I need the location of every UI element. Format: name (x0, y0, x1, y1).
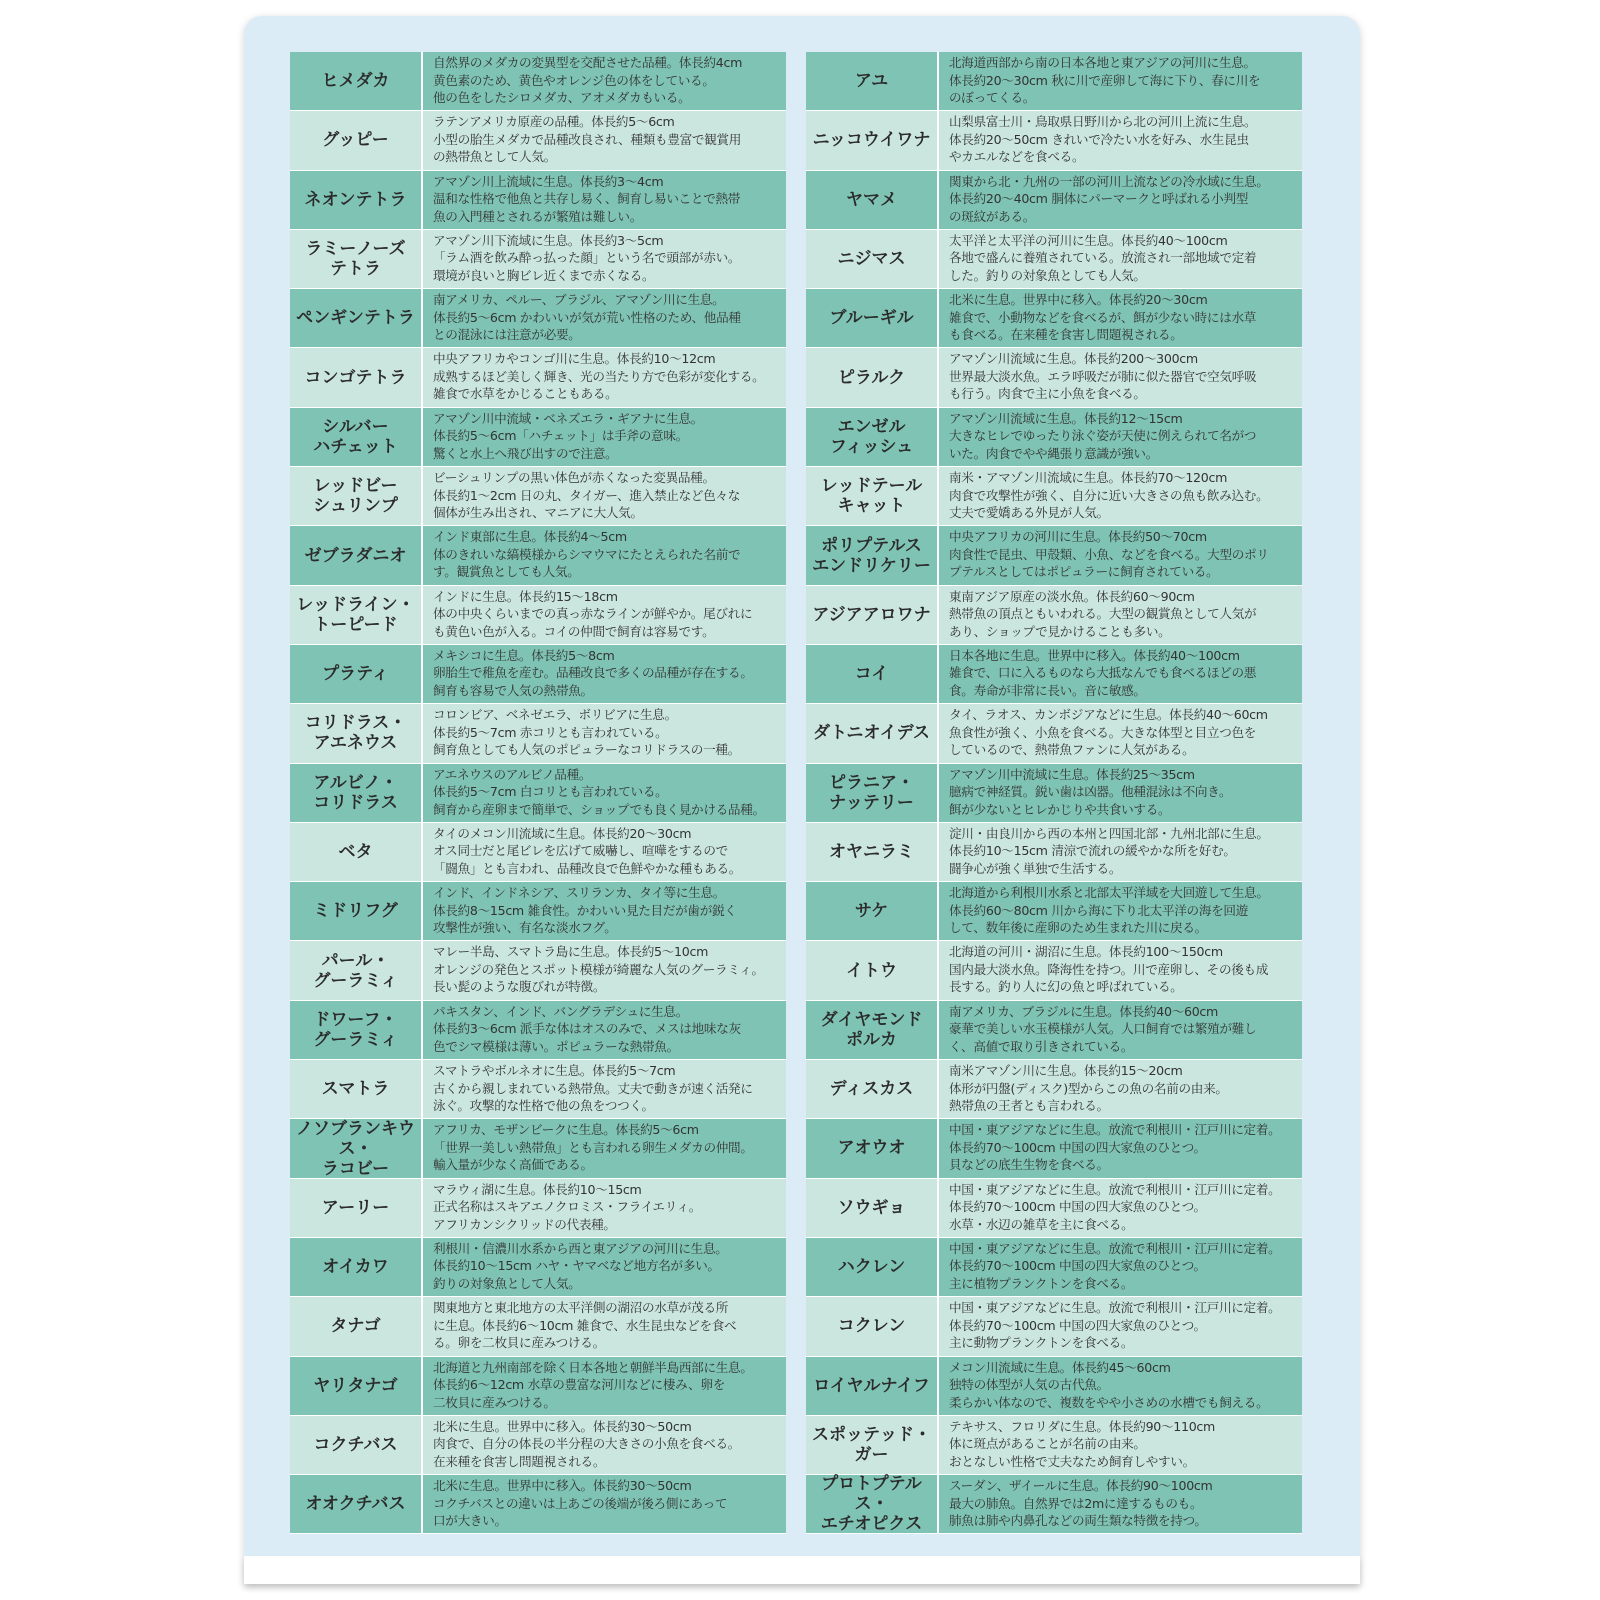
fish-row (290, 823, 786, 882)
fish-name: コンゴテトラ (290, 348, 423, 406)
fish-description: アマゾン川上流域に生息。体長約3〜4cm 温和な性格で他魚と共存し易く、飼育し易いことで熱帯 魚の入門種とされるが繁殖は難しい。 (433, 173, 741, 224)
fish-description: 北米に生息。世界中に移入。体長約30〜50cm コクチバスとの違いは上あごの後端が後ろ側にあって 口が大きい。 (433, 1478, 728, 1529)
fish-name: グッピー (290, 111, 423, 169)
fish-name: オヤニラミ (806, 823, 939, 881)
fish-row (806, 823, 1302, 882)
fish-name: サケ (806, 882, 939, 940)
fish-row (806, 704, 1302, 763)
fish-description: ビーシュリンプの黒い体色が赤くなった変異品種。 体長約1〜2cm 日の丸、タイガー、進入禁止など色々な 個体が生み出され、マニアに大人気。 (433, 470, 741, 521)
fish-name: ハクレン (806, 1238, 939, 1296)
fish-row (290, 289, 786, 348)
fish-description: 淀川・由良川から西の本州と四国北部・九州北部に生息。 体長約10〜15cm 清涼で流れの緩やかな所を好む。 闘争心が強く単独で生活する。 (949, 825, 1269, 876)
fish-name: レッドテール キャット (806, 467, 939, 525)
fish-description: スマトラやボルネオに生息。体長約5〜7cm 古くから親しまれている熱帯魚。丈夫で動きが速く活発に 泳ぐ。攻撃的な性格で他の魚をつつく。 (433, 1063, 753, 1114)
fish-name: ソウギョ (806, 1179, 939, 1237)
fish-name: プロトプテルス・ エチオピクス (806, 1475, 939, 1533)
fish-row (290, 1119, 786, 1178)
fish-description: メコン川流域に生息。体長約45〜60cm 独特の体型が人気の古代魚。 柔らかい体なので、複数をやや小さめの水槽でも飼える。 (949, 1359, 1269, 1410)
fish-row (806, 1060, 1302, 1119)
fish-row (806, 1119, 1302, 1178)
fish-name: オイカワ (290, 1238, 423, 1296)
fish-name: ミドリフグ (290, 882, 423, 940)
fish-name: コクチバス (290, 1416, 423, 1474)
fish-description: メキシコに生息。体長約5〜8cm 卵胎生で稚魚を産む。品種改良で多くの品種が存在する。 飼育も容易で人気の熱帯魚。 (433, 647, 753, 698)
fish-name: ブルーギル (806, 289, 939, 347)
fish-row (290, 1238, 786, 1297)
fish-row (290, 1357, 786, 1416)
fish-name: ヤリタナゴ (290, 1357, 423, 1415)
fish-description: 東南アジア原産の淡水魚。体長約60〜90cm 熱帯魚の頂点ともいわれる。大型の観賞魚として人気が あり、ショップで見かけることも多い。 (949, 588, 1257, 639)
fish-row (290, 1060, 786, 1119)
fish-description: マラウィ湖に生息。体長約10〜15cm 正式名称はスキアエノクロミス・フライエリィ。 アフリカンシクリッドの代表種。 (433, 1181, 702, 1232)
fish-description: 南米・アマゾン川流域に生息。体長約70〜120cm 肉食で攻撃性が強く、自分に近い大きさの魚も飲み込む。 丈夫で愛嬌ある外見が人気。 (949, 470, 1269, 521)
fish-row (806, 645, 1302, 704)
fish-name: ニッコウイワナ (806, 111, 939, 169)
fish-name: アルビノ・ コリドラス (290, 764, 423, 822)
fish-description: マレー半島、スマトラ島に生息。体長約5〜10cm オレンジの発色とスポット模様が綺麗な人気のグーラミィ。 長い髭のような腹びれが特徴。 (433, 944, 764, 995)
fish-description: 関東地方と東北地方の太平洋側の湖沼の水草が茂る所 に生息。体長約6〜10cm 雑食で、水生昆虫などを食べ る。卵を二枚貝に産みつける。 (433, 1300, 737, 1351)
fish-name: ドワーフ・ グーラミィ (290, 1001, 423, 1059)
fish-name: ニジマス (806, 230, 939, 288)
fish-row (806, 171, 1302, 230)
fish-description: パキスタン、インド、バングラデシュに生息。 体長約3〜6cm 派手な体はオスのみで、メスは地味な灰 色でシマ模様は薄い。ポピュラーな熱帯魚。 (433, 1003, 741, 1054)
left-fish-column (290, 52, 786, 1534)
fish-row (290, 52, 786, 111)
fish-description: 関東から北・九州の一部の河川上流などの冷水域に生息。 体長約20〜40cm 胴体にパーマークと呼ばれる小判型 の斑紋がある。 (949, 173, 1269, 224)
fish-name: ポリプテルス エンドリケリー (806, 526, 939, 584)
fish-name: ノソブランキウス・ ラコビー (290, 1119, 423, 1177)
fish-description: 北米に生息。世界中に移入。体長約20〜30cm 雑食で、小動物などを食べるが、餌が少ない時には水草 も食べる。在来種を食害し問題視される。 (949, 292, 1257, 343)
fish-name: プラティ (290, 645, 423, 703)
fish-row (290, 526, 786, 585)
fish-name: エンゼル フィッシュ (806, 408, 939, 466)
fish-row (806, 467, 1302, 526)
fish-row (806, 1238, 1302, 1297)
fish-row (290, 348, 786, 407)
fish-description: 北海道と九州南部を除く日本各地と朝鮮半島西部に生息。 体長約6〜12cm 水草の豊富な河川などに棲み、卵を 二枚貝に産みつける。 (433, 1359, 753, 1410)
fish-description: 太平洋と太平洋の河川に生息。体長約40〜100cm 各地で盛んに養殖されている。放流され一部地域で定着 した。釣りの対象魚としても人気。 (949, 232, 1257, 283)
fish-description: インドに生息。体長約15〜18cm 体の中央くらいまでの真っ赤なラインが鮮やか。尾びれに も黄色い色が入る。コイの仲間で飼育は容易です。 (433, 588, 753, 639)
fish-name: スポッテッド・ ガー (806, 1416, 939, 1474)
fish-description: 自然界のメダカの変異型を交配させた品種。体長約4cm 黄色素のため、黄色やオレンジ色の体をしている。 他の色をしたシロメダカ、アオメダカもいる。 (433, 55, 743, 105)
fish-row (806, 348, 1302, 407)
fish-row (290, 408, 786, 467)
fish-description: 北米に生息。世界中に移入。体長約30〜50cm 肉食で、自分の体長の半分程の大きさの小魚を食べる。 在来種を食害し問題視される。 (433, 1418, 741, 1469)
fish-description: 南アメリカ、ペルー、ブラジル、アマゾン川に生息。 体長約5〜6cm かわいいが気が荒い性格のため、他品種 との混泳には注意が必要。 (433, 292, 741, 343)
fish-description: タイのメコン川流域に生息。体長約20〜30cm オス同士だと尾ビレを広げて威嚇し、喧嘩をするので 「闘魚」とも言われ、品種改良で色鮮やかな種もある。 (433, 825, 742, 876)
fish-description: 中国・東アジアなどに生息。放流で利根川・江戸川に定着。 体長約70〜100cm 中国の四大家魚のひとつ。 主に動物プランクトンを食べる。 (949, 1300, 1281, 1351)
fish-name: ヤマメ (806, 171, 939, 229)
fish-description: 中央アフリカやコンゴ川に生息。体長約10〜12cm 成熟するほど美しく輝き、光の当たり方で色彩が変化する。 雑食で水草をかじることもある。 (433, 351, 765, 402)
fish-description: アマゾン川流域に生息。体長約12〜15cm 大きなヒレでゆったり泳ぐ姿が天使に例えられて名がつ いた。肉食でやや縄張り意識が強い。 (949, 410, 1257, 461)
fish-description: 中央アフリカの河川に生息。体長約50〜70cm 肉食性で昆虫、甲殻類、小魚、などを食べる。大型のポリ プテルスとしてはポピュラーに飼育されている。 (949, 529, 1269, 580)
fish-row (806, 1179, 1302, 1238)
fish-name: ロイヤルナイフ (806, 1357, 939, 1415)
fish-name: アユ (806, 52, 939, 110)
fish-name: コイ (806, 645, 939, 703)
fish-row (290, 467, 786, 526)
fish-description: アマゾン川下流域に生息。体長約3〜5cm 「ラム酒を飲み酔っ払った顔」という名で頭部が赤い。 環境が良いと胸ビレ近くまで赤くなる。 (433, 232, 741, 283)
fish-row (290, 1001, 786, 1060)
fish-name: ピラニア・ ナッテリー (806, 764, 939, 822)
fish-description: スーダン、ザイールに生息。体長約90〜100cm 最大の肺魚。自然界では2mに達するものも。 肺魚は肺や内鼻孔などの両生類な特徴を持つ。 (949, 1478, 1213, 1529)
fish-row (806, 111, 1302, 170)
fish-name: レッドライン・ トーピード (290, 586, 423, 644)
fish-row (806, 526, 1302, 585)
fish-description: アフリカ、モザンビークに生息。体長約5〜6cm 「世界一美しい熱帯魚」とも言われる卵生メダカの仲間。 輸入量が少なく高価である。 (433, 1122, 753, 1173)
fish-name: ダトニオイデス (806, 704, 939, 762)
fish-name: アーリー (290, 1179, 423, 1237)
fish-description: 北海道西部から南の日本各地と東アジアの河川に生息。 体長約20〜30cm 秋に川で産卵して海に下り、春に川を のぼってくる。 (949, 55, 1261, 105)
fish-row (806, 1297, 1302, 1356)
fish-name: アジアアロワナ (806, 586, 939, 644)
fish-description: 北海道から利根川水系と北部太平洋域を大回遊して生息。 体長約60〜80cm 川から海に下り北太平洋の海を回遊 して、数年後に産卵のため生まれた川に戻る。 (949, 885, 1269, 936)
fish-name: パール・ グーラミィ (290, 941, 423, 999)
fish-name: イトウ (806, 941, 939, 999)
fish-description: アエネウスのアルビノ品種。 体長約5〜7cm 白コリとも言われている。 飼育から産卵まで簡単で、ショップでも良く見かける品種。 (433, 766, 765, 817)
fish-description: 北海道の河川・湖沼に生息。体長約100〜150cm 国内最大淡水魚。降海性を持つ。川で産卵し、その後も成 長する。釣り人に幻の魚と呼ばれている。 (949, 944, 1269, 995)
fish-description: ラテンアメリカ原産の品種。体長約5〜6cm 小型の胎生メダカで品種改良され、種類も豊富で観賞用 の熱帯魚として人気。 (433, 114, 742, 165)
fish-description: 中国・東アジアなどに生息。放流で利根川・江戸川に定着。 体長約70〜100cm 中国の四大家魚のひとつ。 主に植物プランクトンを食べる。 (949, 1240, 1281, 1291)
fish-description: 中国・東アジアなどに生息。放流で利根川・江戸川に定着。 体長約70〜100cm 中国の四大家魚のひとつ。 貝などの底生生物を食べる。 (949, 1122, 1281, 1173)
fish-name: レッドビー シュリンプ (290, 467, 423, 525)
right-fish-column (806, 52, 1302, 1534)
fish-name: ベタ (290, 823, 423, 881)
fish-row (290, 764, 786, 823)
fish-description: タイ、ラオス、カンボジアなどに生息。体長約40〜60cm 魚食性が強く、小魚を食べる。大きな体型と目立つ色を しているので、熱帯魚ファンに人気がある。 (949, 707, 1268, 758)
fish-row (806, 1001, 1302, 1060)
fish-row (290, 1297, 786, 1356)
fish-description: テキサス、フロリダに生息。体長約90〜110cm 体に斑点があることが名前の由来。 おとなしい性格で丈夫なため飼育しやすい。 (949, 1418, 1216, 1469)
fish-name: タナゴ (290, 1297, 423, 1355)
fish-name: ペンギンテトラ (290, 289, 423, 347)
fish-name: ネオンテトラ (290, 171, 423, 229)
fish-row (806, 408, 1302, 467)
fish-name: ディスカス (806, 1060, 939, 1118)
fish-description: 中国・東アジアなどに生息。放流で利根川・江戸川に定着。 体長約70〜100cm 中国の四大家魚のひとつ。 水草・水辺の雑草を主に食べる。 (949, 1181, 1281, 1232)
fish-name: コクレン (806, 1297, 939, 1355)
fish-row (290, 645, 786, 704)
fish-name: シルバー ハチェット (290, 408, 423, 466)
fish-name: ピラルク (806, 348, 939, 406)
fish-description: 山梨県富士川・鳥取県日野川から北の河川上流に生息。 体長約20〜50cm きれいで冷たい水を好み、水生昆虫 やカエルなどを食べる。 (949, 114, 1257, 165)
fish-name: ヒメダカ (290, 52, 423, 110)
fish-name: ダイヤモンド ポルカ (806, 1001, 939, 1059)
sheet-bottom-edge (244, 1556, 1360, 1584)
fish-description: 利根川・信濃川水系から西と東アジアの河川に生息。 体長約10〜15cm ハヤ・ヤマベなど地方名が多い。 釣りの対象魚として人気。 (433, 1240, 728, 1291)
fish-row (806, 882, 1302, 941)
fish-row (806, 230, 1302, 289)
fish-row (290, 586, 786, 645)
fish-row (290, 1475, 786, 1534)
fish-row (806, 586, 1302, 645)
fish-row (290, 1179, 786, 1238)
fish-description: 日本各地に生息。世界中に移入。体長約40〜100cm 雑食で、口に入るものなら大抵なんでも食べるほどの悪 食。寿命が非常に長い。音に敏感。 (949, 647, 1257, 698)
fish-description: アマゾン川流域に生息。体長約200〜300cm 世界最大淡水魚。エラ呼吸だが肺に似た器官で空気呼吸 も行う。肉食で主に小魚を食べる。 (949, 351, 1257, 402)
fish-description: 南米アマゾン川に生息。体長約15〜20cm 体形が円盤(ディスク)型からこの魚の名前の由来。 熱帯魚の王者とも言われる。 (949, 1063, 1228, 1114)
fish-row (290, 704, 786, 763)
fish-row (290, 882, 786, 941)
fish-row (290, 230, 786, 289)
fish-row (290, 171, 786, 230)
fish-row (806, 289, 1302, 348)
fish-row (290, 1416, 786, 1475)
fish-row (806, 52, 1302, 111)
fish-row (806, 1416, 1302, 1475)
fish-name: ラミーノーズ テトラ (290, 230, 423, 288)
fish-name: スマトラ (290, 1060, 423, 1118)
fish-row (806, 941, 1302, 1000)
fish-description: アマゾン川中流域・ベネズエラ・ギアナに生息。 体長約5〜6cm「ハチェット」は手斧の意味。 驚くと水上へ飛び出すので注意。 (433, 410, 704, 461)
fish-row (806, 764, 1302, 823)
fish-name: ゼブラダニオ (290, 526, 423, 584)
fish-description: インド、インドネシア、スリランカ、タイ等に生息。 体長約8〜15cm 雑食性。かわいい見た目だが歯が鋭く 攻撃性が強い、有名な淡水フグ。 (433, 885, 737, 936)
fish-row (290, 111, 786, 170)
fish-row (806, 1357, 1302, 1416)
fish-row (806, 1475, 1302, 1534)
fish-name: コリドラス・ アエネウス (290, 704, 423, 762)
fish-name: アオウオ (806, 1119, 939, 1177)
fish-description: コロンビア、ベネゼエラ、ボリビアに生息。 体長約5〜7cm 赤コリとも言われている。 飼育魚としても人気のポピュラーなコリドラスの一種。 (433, 707, 740, 758)
fish-name: オオクチバス (290, 1475, 423, 1533)
fish-description: インド東部に生息。体長約4〜5cm 体のきれいな縞模様からシマウマにたとえられた名前で す。観賞魚としても人気。 (433, 529, 741, 580)
fish-description: アマゾン川中流域に生息。体長約25〜35cm 臆病で神経質。鋭い歯は凶器。他種混泳は不向き。 餌が少ないとヒレかじりや共食いする。 (949, 766, 1232, 817)
fish-row (290, 941, 786, 1000)
fish-description: 南アメリカ、ブラジルに生息。体長約40〜60cm 豪華で美しい水玉模様が人気。人口飼育では繁殖が難し く、高値で取り引きされている。 (949, 1003, 1257, 1054)
